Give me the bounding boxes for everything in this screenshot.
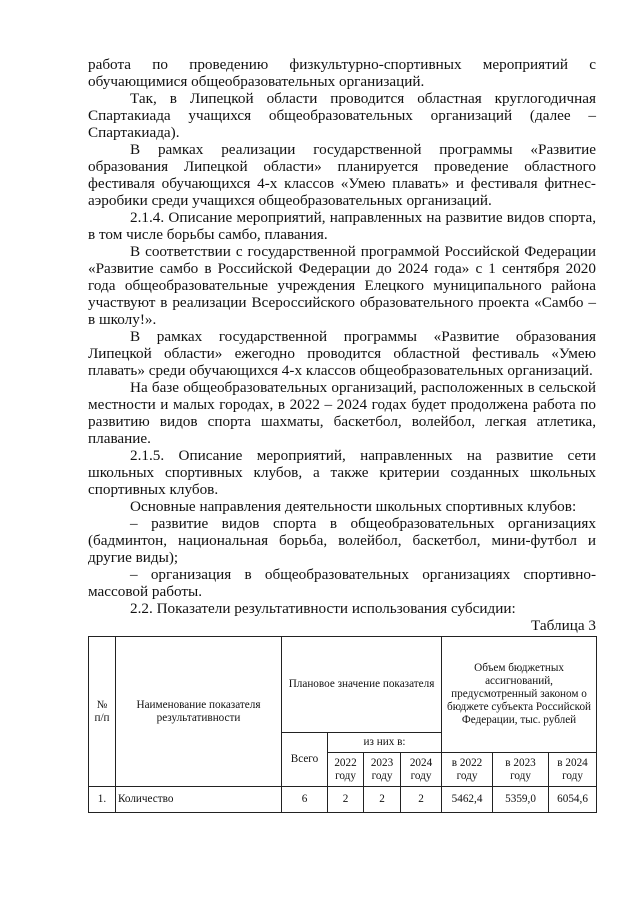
paragraph: В соответствии с государственной программой Российской Федерации «Развитие самбо в Российской Федерации до 2024 года» с 1 сентября 2020 года общеобразовательные учреждения Елецкого муниципального района участвуют в реализации Всероссийского образовательного проекта «Самбо – в школу!». (88, 243, 596, 328)
header-year-2024: 2024 году (401, 753, 442, 787)
cell-indicator-name: Количество (116, 787, 282, 813)
table-caption: Таблица 3 (531, 617, 596, 634)
header-total: Всего (282, 733, 328, 787)
paragraph: В рамках государственной программы «Развитие образования Липецкой области» ежегодно проводится областной фестиваль «Умею плавать» среди обучающихся 4-х классов общеобразовательных организаций. (88, 328, 596, 379)
body-text (88, 56, 596, 617)
header-budget: Объем бюджетных ассигнований, предусмотренный законом о бюджете субъекта Российской Федерации, тыс. рублей (442, 637, 597, 753)
paragraph: Так, в Липецкой области проводится областная круглогодичная Спартакиада учащихся общеобразовательных организаций (далее – Спартакиада). (88, 90, 596, 141)
paragraph: На базе общеобразовательных организаций, расположенных в сельской местности и малых городах, в 2022 – 2024 годах будет продолжена работа по развитию видов спорта шахматы, баскетбол, волейбол, легкая атлетика, плавание. (88, 379, 596, 447)
header-budget-2023: в 2023 году (493, 753, 549, 787)
paragraph: 2.2. Показатели результативности использования субсидии: (130, 600, 516, 617)
header-year-2023: 2023 году (364, 753, 401, 787)
paragraph: – развитие видов спорта в общеобразовательных организациях (бадминтон, национальная борьба, волейбол, баскетбол, мини-футбол и другие виды); (88, 515, 596, 566)
document-page (88, 56, 596, 813)
cell-year-2023: 2 (364, 787, 401, 813)
header-year-2022: 2022 году (328, 753, 364, 787)
cell-year-2024: 2 (401, 787, 442, 813)
cell-total: 6 (282, 787, 328, 813)
cell-budget-2023: 5359,0 (493, 787, 549, 813)
header-of-which: из них в: (328, 733, 442, 753)
cell-budget-2024: 6054,6 (549, 787, 597, 813)
cell-year-2022: 2 (328, 787, 364, 813)
paragraph: В рамках реализации государственной программы «Развитие образования Липецкой области» планируется проведение областного фестиваля обучающихся 4-х классов «Умею плавать» и фестиваля фитнес-аэробики среди учащихся общеобразовательных организаций. (88, 141, 596, 209)
header-indicator-name: Наименование показателя результативности (116, 637, 282, 787)
cell-budget-2022: 5462,4 (442, 787, 493, 813)
table-row (89, 787, 597, 813)
cell-num: 1. (89, 787, 116, 813)
paragraph: Основные направления деятельности школьных спортивных клубов: (130, 498, 577, 515)
paragraph: 2.1.5. Описание мероприятий, направленных на развитие сети школьных спортивных клубов, а также критерии созданных школьных спортивных клубов. (88, 447, 596, 498)
header-budget-2022: в 2022 году (442, 753, 493, 787)
paragraph: – организация в общеобразовательных организациях спортивно-массовой работы. (88, 566, 596, 600)
header-budget-2024: в 2024 году (549, 753, 597, 787)
paragraph: 2.1.4. Описание мероприятий, направленных на развитие видов спорта, в том числе борьбы самбо, плавания. (88, 209, 596, 243)
paragraph: работа по проведению физкультурно-спортивных мероприятий с обучающимися общеобразовательных организаций. (88, 56, 596, 90)
header-planned-value: Плановое значение показателя (282, 637, 442, 733)
header-num: № п/п (89, 637, 116, 787)
indicators-table (88, 636, 597, 813)
